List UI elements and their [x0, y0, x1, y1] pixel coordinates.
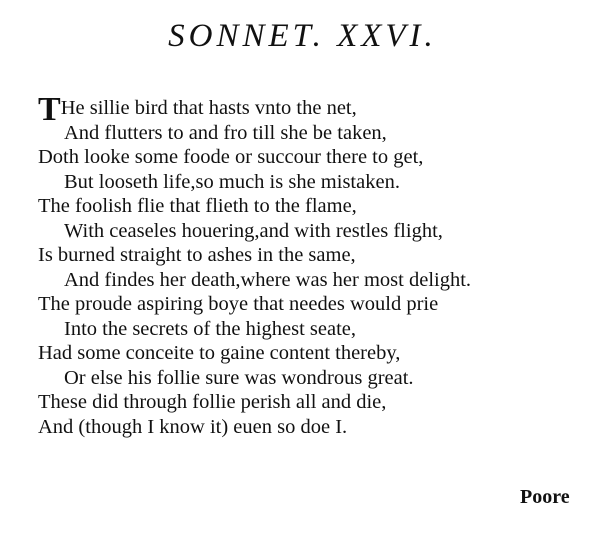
sonnet-text — [38, 91, 598, 439]
sonnet-title: SONNET. XXVI. — [168, 18, 437, 54]
drop-cap-initial: T — [38, 91, 61, 128]
sonnet-line-1-text: He sillie bird that hasts vnto the net, — [60, 97, 357, 119]
sonnet-line-12: Or else his follie sure was wondrous great. — [64, 366, 414, 389]
sonnet-line-1 — [38, 91, 598, 128]
sonnet-line-10: Into the secrets of the highest seate, — [64, 317, 357, 340]
sonnet-line-4: But looseth life,so much is she mistaken. — [64, 170, 400, 193]
sonnet-line-3: Doth looke some foode or succour there to get, — [38, 146, 424, 168]
catchword: Poore — [520, 486, 570, 508]
sonnet-line-13: These did through follie perish all and die, — [38, 391, 387, 413]
sonnet-line-5: The foolish flie that flieth to the flame, — [38, 195, 357, 217]
sonnet-line-8: And findes her death,where was her most delight. — [64, 268, 472, 291]
sonnet-line-14: And (though I know it) euen so doe I. — [38, 415, 348, 438]
sonnet-line-7: Is burned straight to ashes in the same, — [38, 244, 356, 266]
sonnet-line-6: With ceaseles houering,and with restles flight, — [64, 219, 443, 242]
sonnet-line-11: Had some conceite to gaine content thereby, — [38, 342, 401, 364]
sonnet-line-9: The proude aspiring boye that needes would prie — [38, 293, 439, 315]
sonnet-line-2: And flutters to and fro till she be taken, — [64, 121, 387, 144]
